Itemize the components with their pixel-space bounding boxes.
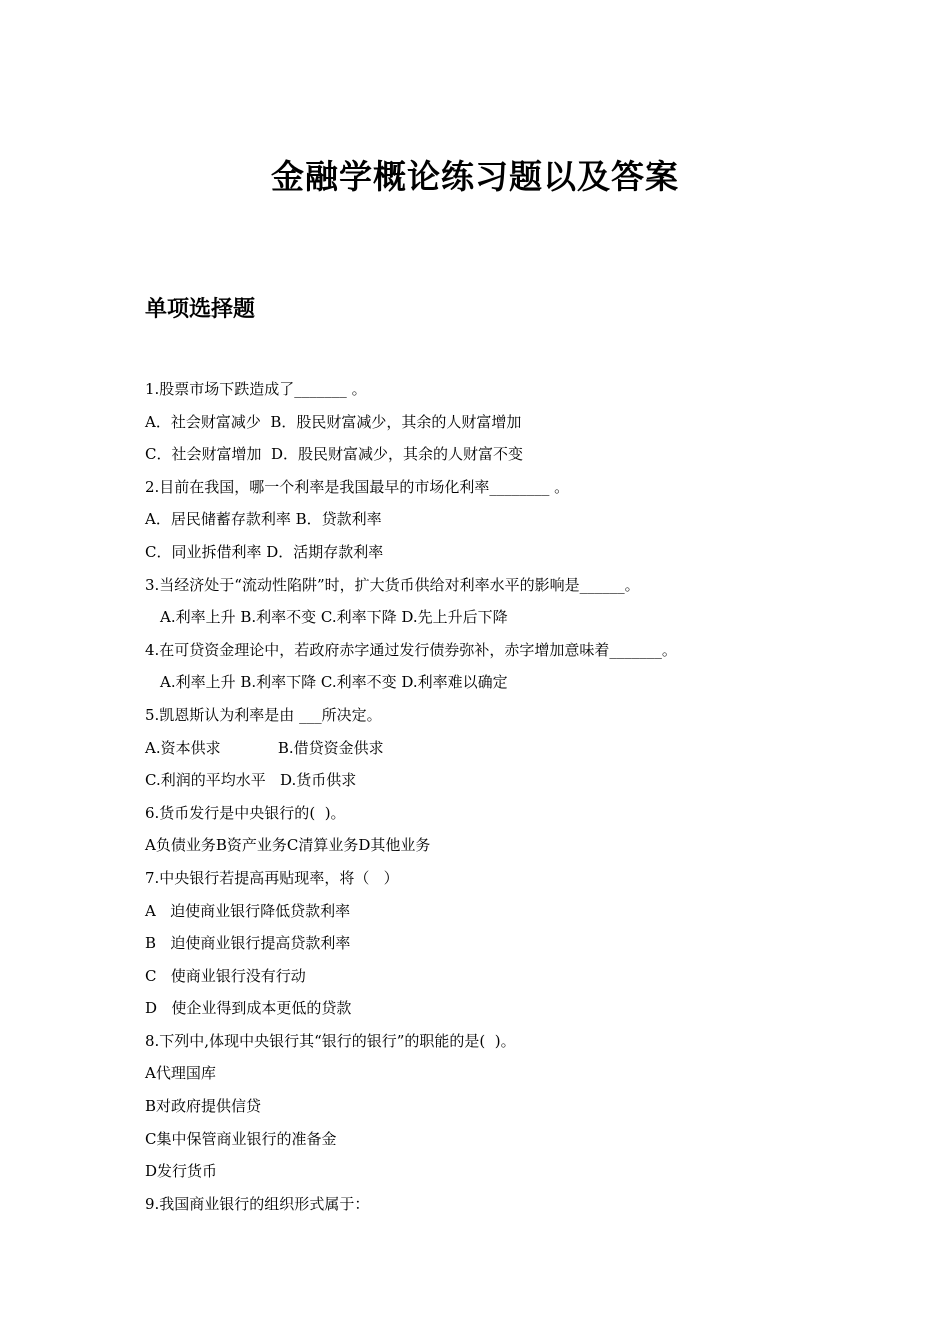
section-heading: 单项选择题 xyxy=(145,297,256,322)
question-list xyxy=(145,373,845,1220)
question-3-options: A.利率上升 B.利率不变 C.利率下降 D.先上升后下降 xyxy=(160,608,508,627)
question-4-options: A.利率上升 B.利率下降 C.利率不变 D.利率难以确定 xyxy=(160,673,508,692)
question-5-options-cd: C.利润的平均水平 D.货币供求 xyxy=(145,771,357,790)
question-7-option-c: C 使商业银行没有行动 xyxy=(145,966,306,985)
question-1: 1.股票市场下跌造成了_______ 。 xyxy=(145,380,367,398)
question-2-options-ab: A．居民储蓄存款利率 B．贷款利率 xyxy=(145,510,382,529)
question-8-option-c: C集中保管商业银行的准备金 xyxy=(145,1129,337,1148)
question-8-option-a: A代理国库 xyxy=(145,1064,216,1083)
document-title: 金融学概论练习题以及答案 xyxy=(271,157,679,196)
question-5: 5.凯恩斯认为利率是由 ___所决定。 xyxy=(145,705,382,724)
question-7-option-b: B 迫使商业银行提高贷款利率 xyxy=(145,934,351,953)
question-1-options-ab: A．社会财富减少 B．股民财富减少，其余的人财富增加 xyxy=(145,412,522,431)
question-7-option-a: A 迫使商业银行降低贷款利率 xyxy=(145,901,351,920)
question-8: 8.下列中,体现中央银行其“银行的银行”的职能的是( )。 xyxy=(145,1031,516,1050)
question-1-options-cd: C．社会财富增加 D．股民财富减少，其余的人财富不变 xyxy=(145,445,524,464)
question-8-option-d: D发行货币 xyxy=(145,1162,218,1181)
question-2: 2.目前在我国，哪一个利率是我国最早的市场化利率________ 。 xyxy=(145,477,570,496)
question-2-options-cd: C．同业拆借利率 D．活期存款利率 xyxy=(145,542,384,561)
question-7: 7.中央银行若提高再贴现率，将（ ） xyxy=(145,868,399,887)
question-8-option-b: B对政府提供信贷 xyxy=(145,1097,262,1116)
question-5-options-ab: A.资本供求 B.借贷资金供求 xyxy=(145,738,384,757)
question-3: 3.当经济处于“流动性陷阱”时，扩大货币供给对利率水平的影响是______。 xyxy=(145,575,640,594)
question-7-option-d: D 使企业得到成本更低的贷款 xyxy=(145,999,352,1018)
question-6-options: A负债业务B资产业务C清算业务D其他业务 xyxy=(145,836,431,855)
question-4: 4.在可贷资金理论中，若政府赤字通过发行债券弥补，赤字增加意味着_______。 xyxy=(145,640,677,659)
question-6: 6.货币发行是中央银行的( )。 xyxy=(145,803,346,822)
question-9: 9.我国商业银行的组织形式属于： xyxy=(145,1194,370,1213)
